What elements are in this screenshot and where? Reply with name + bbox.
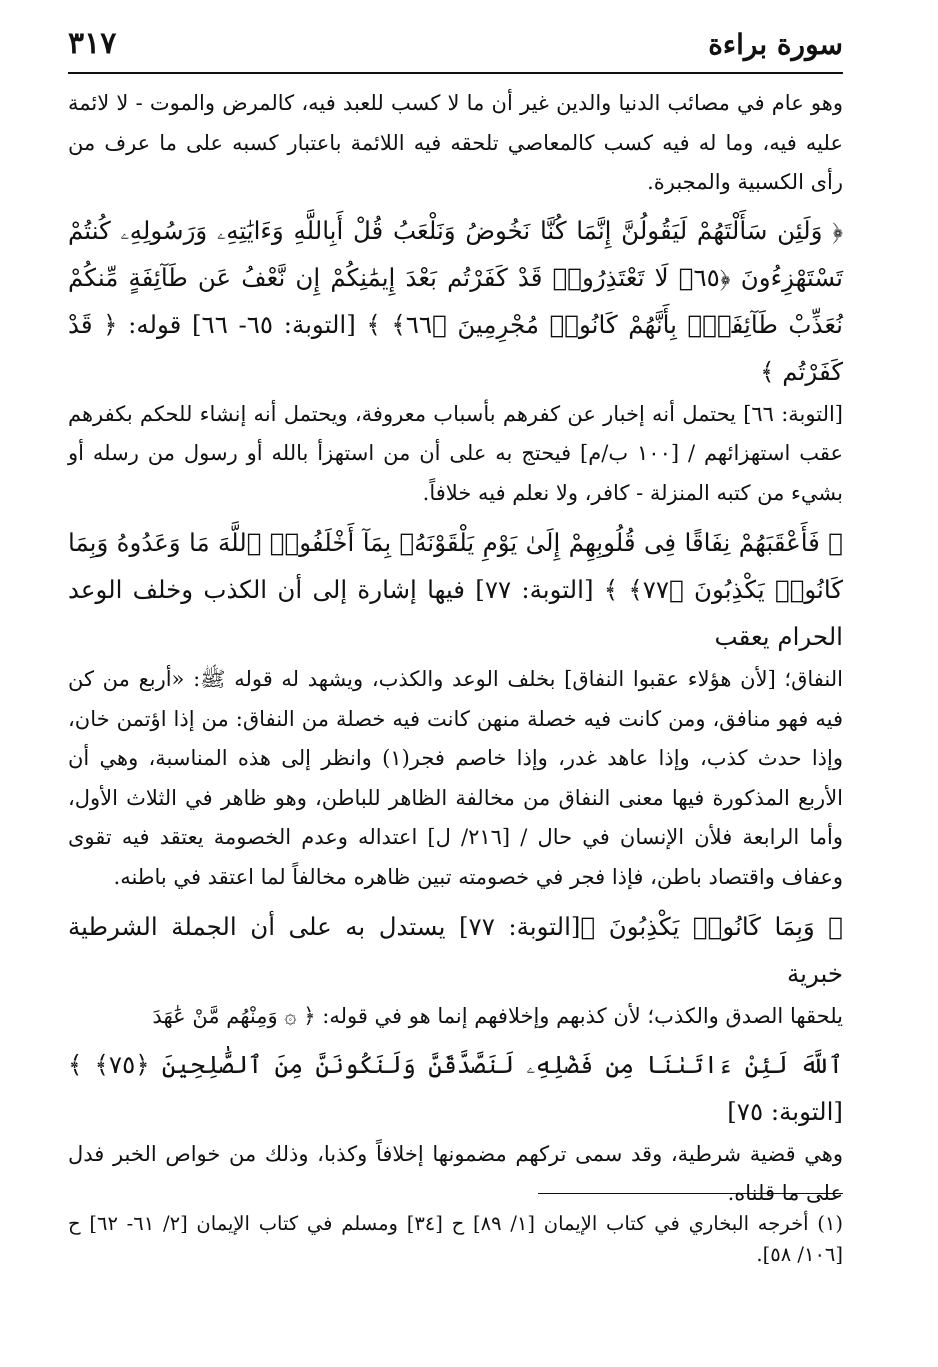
- footnote-section: [68, 1193, 843, 1270]
- footnote-divider: [538, 1193, 843, 1194]
- paragraph-commentary-1: وهو عام في مصائب الدنيا والدين غير أن ما لا كسب للعبد فيه، كالمرض والموت - لا لائمة عليه فيه، وما له فيه كسب كالمعاصي تلحقه فيه اللائمة باعتبار كسبه على ما عرف من رأى الكسبية والمجبرة.: [68, 91, 843, 194]
- quran-verse-77-excerpt: ﴿ وَبِمَا كَانُوا۟ يَكْذِبُونَ ﴾[التوبة: ٧٧] يستدل به على أن الجملة الشرطية خبرية: [68, 912, 843, 988]
- page-number: ٣١٧: [68, 26, 117, 61]
- paragraph-commentary-5: وهي قضية شرطية، وقد سمى تركهم مضمونها إخلافاً وكذبا، وذلك من خواص الخبر فدل على ما قلناه.: [68, 1141, 843, 1205]
- quran-verse-75: ٱللَّهَ لَئِنْ ءَاتَىٰنَا مِن فَضْلِهِۦ لَنَصَّدَّقَنَّ وَلَنَكُونَنَّ مِنَ ٱلصَّٰلِحِينَ ﴿٧٥﴾ ﴾ [التوبة: ٧٥]: [68, 1049, 843, 1126]
- quran-verse-77: ﴿ فَأَعْقَبَهُمْ نِفَاقًا فِى قُلُوبِهِمْ إِلَىٰ يَوْمِ يَلْقَوْنَهُۥ بِمَآ أَخْلَفُوا۟ ٱللَّهَ مَا وَعَدُوهُ وَبِمَا كَانُوا۟ يَكْذِبُونَ ﴿٧٧﴾ ﴾ [التوبة: ٧٧] فيها إشارة إلى أن الكذب وخلف الوعد الحرام يعقب: [68, 528, 843, 651]
- footnote-1: (١) أخرجه البخاري في كتاب الإيمان [١/ ٨٩] ح [٣٤] ومسلم في كتاب الإيمان [٢/ ٦١- ٦٢] ح [١٠٦/ ٥٨].: [68, 1212, 843, 1266]
- quran-verse-65-66: ﴿ وَلَئِن سَأَلْتَهُمْ لَيَقُولُنَّ إِنَّمَا كُنَّا نَخُوضُ وَنَلْعَبُ قُلْ أَبِاللَّهِ وَءَايَٰتِهِۦ وَرَسُولِهِۦ كُنتُمْ تَسْتَهْزِءُونَ ﴿٦٥﴾ لَا تَعْتَذِرُوا۟ قَدْ كَفَرْتُم بَعْدَ إِيمَٰنِكُمْ إِن نَّعْفُ عَن طَآئِفَةٍ مِّنكُمْ نُعَذِّبْ طَآئِفَةًۢ بِأَنَّهُمْ كَانُوا۟ مُجْرِمِينَ ﴿٦٦﴾ ﴾ [التوبة: ٦٥- ٦٦] قوله: ﴿ قَدْ كَفَرْتُم ﴾: [68, 215, 843, 386]
- paragraph-commentary-2: [التوبة: ٦٦] يحتمل أنه إخبار عن كفرهم بأسباب معروفة، ويحتمل أنه إنشاء للحكم بكفرهم عقب استهزائهم / [١٠٠ ب/م] فيحتج به على أن من استهزأ بالله أو رسول من رسله أو بشيء من كتبه المنزلة - كافر، ولا نعلم فيه خلافاً.: [68, 401, 844, 505]
- main-text: [68, 84, 843, 1214]
- paragraph-commentary-4: يلحقها الصدق والكذب؛ لأن كذبهم وإخلافهم إنما هو في قوله: ﴿ ۞ وَمِنْهُم مَّنْ عَٰهَدَ: [152, 1004, 843, 1028]
- paragraph-commentary-3: النفاق؛ [لأن هؤلاء عقبوا النفاق] بخلف الوعد والكذب، ويشهد له قوله ﷺ: «أربع من كن فيه فهو منافق، ومن كانت فيه خصلة منهن كانت فيه خصلة من النفاق: من إذا اؤتمن خان، وإذا حدث كذب، وإذا عاهد غدر، وإذا خاصم فجر(١) وانظر إلى هذه المناسبة، وهي أن الأربع المذكورة فيها معنى النفاق من مخالفة الظاهر للباطن، وهو ظاهر في الثلاث الأول، وأما الرابعة فلأن الإنسان في حال / [٢١٦/ ل] اعتداله وعدم الخصومة يعتقد فيه تقوى وعفاف واقتصاد باطن، فإذا فجر في خصومته تبين ظاهره مخالفاً لما اعتقد في باطنه.: [68, 667, 844, 889]
- surah-title: سورة براءة: [708, 28, 843, 61]
- book-page: [68, 20, 843, 1340]
- running-header: [68, 20, 843, 74]
